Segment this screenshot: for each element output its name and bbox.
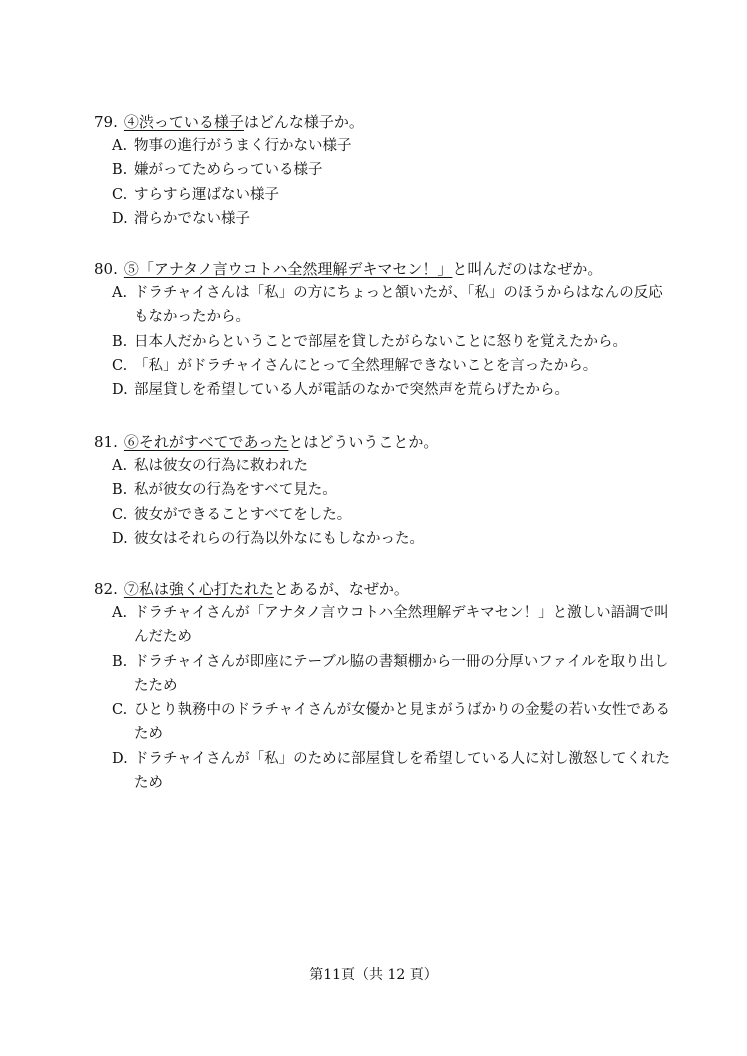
option-letter: A. — [112, 138, 128, 154]
option-text: 私は彼女の行為に救われた — [134, 458, 308, 474]
option-letter: C. — [112, 702, 128, 719]
question-number: 81. — [94, 433, 118, 451]
question-82 — [94, 577, 674, 795]
options-list — [112, 281, 674, 402]
option-text: 私が彼女の行為をすべて見た。 — [134, 482, 337, 499]
option-letter: B. — [112, 482, 128, 499]
question-text: はどんな様子か。 — [243, 113, 364, 131]
option-c — [112, 698, 674, 747]
option-letter: C. — [112, 186, 128, 203]
question-number: 80. — [94, 260, 118, 278]
option-text: 嫌がってためらっている様子 — [134, 162, 323, 179]
option-letter: D. — [112, 382, 128, 399]
question-stem — [94, 257, 674, 281]
underlined-phrase: ⑥それがすべてであった — [123, 433, 289, 451]
question-stem — [94, 430, 674, 454]
underlined-phrase: ④渋っている様子 — [123, 113, 244, 131]
question-stem — [94, 110, 674, 134]
option-text: ドラチャイさんは「私」の方にちょっと頷いたが、「私」のほうからはなんの反応もなかったから。 — [134, 285, 663, 326]
options-list — [112, 601, 674, 795]
option-text: すらすら運ばない様子 — [134, 186, 279, 203]
question-number: 79. — [94, 113, 118, 131]
option-letter: B. — [112, 333, 128, 350]
option-text: 彼女はそれらの行為以外なにもしなかった。 — [134, 530, 424, 547]
option-letter: A. — [112, 285, 128, 301]
underlined-phrase: ⑤「アナタノ言ウコトハ全然理解デキマセン！」 — [123, 260, 453, 278]
option-text: 物事の進行がうまく行かない様子 — [134, 138, 352, 154]
option-b — [112, 158, 674, 182]
question-81 — [94, 430, 674, 551]
option-letter: C. — [112, 357, 128, 374]
option-c — [112, 503, 674, 527]
question-79 — [94, 110, 674, 231]
option-c — [112, 183, 674, 207]
option-a — [112, 134, 674, 158]
option-letter: D. — [112, 530, 128, 547]
option-d — [112, 207, 674, 231]
question-text: とあるが、なぜか。 — [273, 580, 409, 598]
option-letter: A. — [112, 458, 128, 474]
option-d — [112, 527, 674, 551]
option-text: 滑らかでない様子 — [134, 210, 250, 227]
option-letter: A. — [112, 605, 128, 621]
question-number: 82. — [94, 580, 118, 598]
option-a — [112, 454, 674, 478]
option-a — [112, 601, 674, 650]
question-80 — [94, 257, 674, 402]
question-text: とはどういうことか。 — [288, 433, 439, 451]
option-letter: D. — [112, 750, 128, 767]
question-text: と叫んだのはなぜか。 — [452, 260, 603, 278]
option-d — [112, 747, 674, 796]
question-stem — [94, 577, 674, 601]
option-letter: C. — [112, 506, 128, 523]
option-b — [112, 330, 674, 354]
option-text: ドラチャイさんが「アナタノ言ウコトハ全然理解デキマセン！」と激しい語調で叫んだため — [134, 605, 669, 646]
option-d — [112, 378, 674, 402]
option-a — [112, 281, 674, 330]
options-list — [112, 454, 674, 551]
option-b — [112, 650, 674, 699]
option-text: ひとり執務中のドラチャイさんが女優かと見まがうばかりの金髪の若い女性であるため — [134, 702, 671, 743]
option-c — [112, 354, 674, 378]
option-text: 部屋貸しを希望している人が電話のなかで突然声を荒らげたから。 — [134, 382, 569, 399]
underlined-phrase: ⑦私は強く心打たれた — [123, 580, 274, 598]
option-text: 「私」がドラチャイさんにとって全然理解できないことを言ったから。 — [134, 357, 598, 374]
option-b — [112, 478, 674, 502]
option-letter: D. — [112, 210, 128, 227]
option-text: ドラチャイさんが「私」のために部屋貸しを希望している人に対し激怒してくれたため — [134, 750, 671, 792]
option-text: ドラチャイさんが即座にテーブル脇の書類棚から一冊の分厚いファイルを取り出したため — [134, 653, 669, 694]
option-letter: B. — [112, 653, 128, 670]
page-footer: 第11頁（共 12 頁） — [309, 967, 438, 983]
options-list — [112, 134, 674, 231]
option-letter: B. — [112, 162, 128, 179]
option-text: 彼女ができることすべてをした。 — [134, 506, 352, 523]
option-text: 日本人だからということで部屋を貸したがらないことに怒りを覚えたから。 — [134, 333, 627, 350]
